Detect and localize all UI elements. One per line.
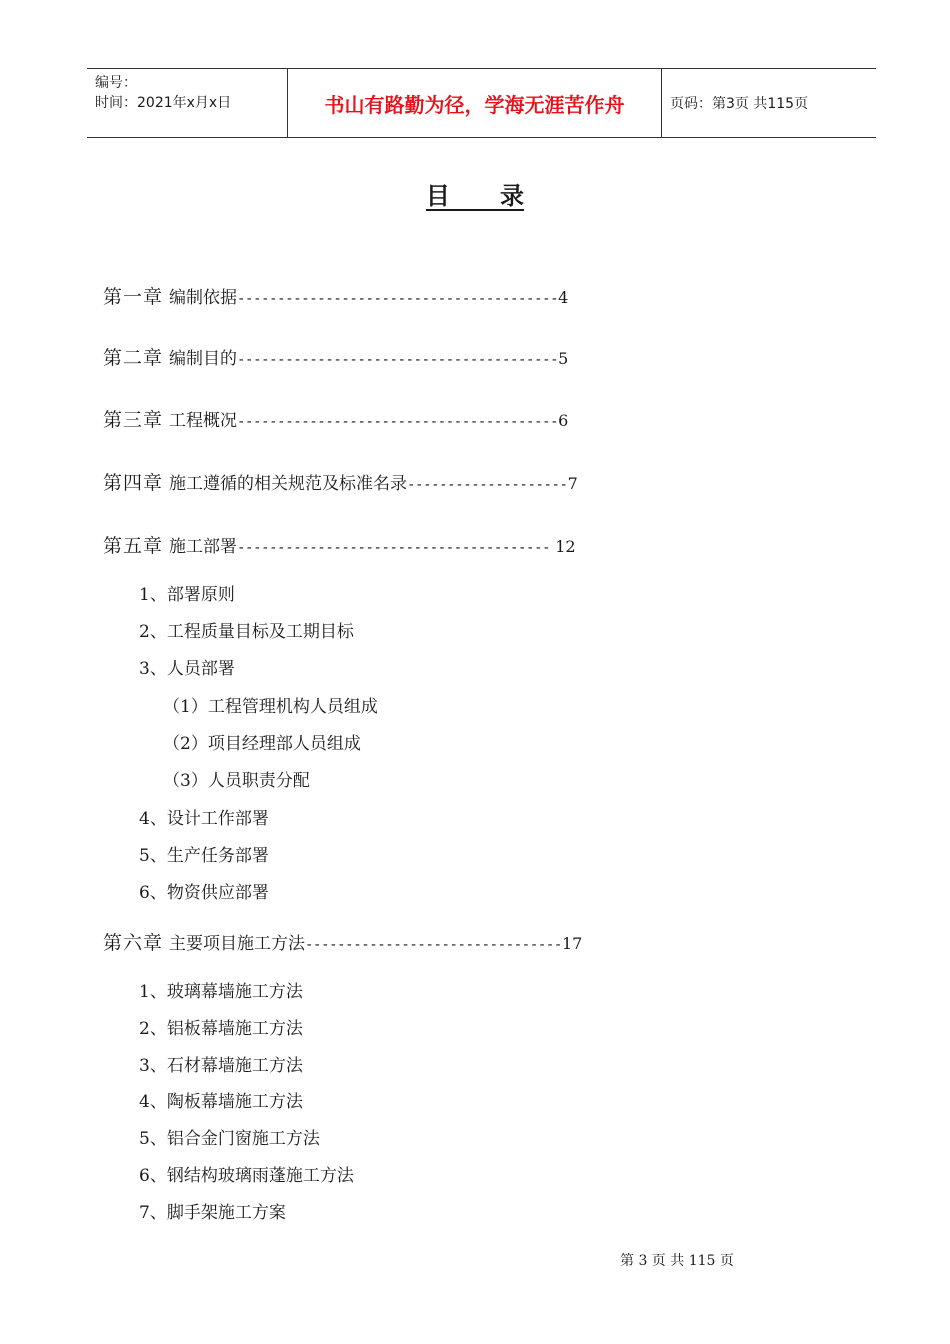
toc-chapter-2[interactable]: 第二章 编制目的----------------------------------------5 [103,347,569,369]
toc-item[interactable]: 1、部署原则 [139,585,235,605]
toc-subitem[interactable]: （2）项目经理部人员组成 [163,734,361,754]
toc-item[interactable]: 1、玻璃幕墙施工方法 [139,982,303,1002]
document-number: 编号： [95,75,137,91]
toc-subitem[interactable]: （3）人员职责分配 [163,771,310,791]
toc-item[interactable]: 2、工程质量目标及工期目标 [139,622,354,642]
toc-subitem[interactable]: （1）工程管理机构人员组成 [163,697,378,717]
toc-item[interactable]: 6、物资供应部署 [139,883,269,903]
page-footer: 第 3 页 共 115 页 [620,1253,734,1269]
toc-item[interactable]: 7、脚手架施工方案 [139,1203,286,1223]
document-time: 时间：2021年x月x日 [95,95,232,111]
toc-item[interactable]: 4、陶板幕墙施工方法 [139,1092,303,1112]
toc-item[interactable]: 2、铝板幕墙施工方法 [139,1019,303,1039]
toc-item[interactable]: 3、石材幕墙施工方法 [139,1056,303,1076]
header-page-info: 页码：第3页 共115页 [670,96,809,112]
header-motto: 书山有路勤为径，学海无涯苦作舟 [287,69,662,137]
toc-chapter-5[interactable]: 第五章 施工部署--------------------------------------- 12 [103,535,576,557]
toc-item[interactable]: 3、人员部署 [139,659,235,679]
toc-item[interactable]: 5、铝合金门窗施工方法 [139,1129,320,1149]
toc-chapter-3[interactable]: 第三章 工程概况----------------------------------------6 [103,409,569,431]
toc-title: 目 录 [425,182,525,210]
toc-chapter-1[interactable]: 第一章 编制依据----------------------------------------4 [103,286,569,308]
toc-item[interactable]: 4、设计工作部署 [139,809,269,829]
toc-item[interactable]: 5、生产任务部署 [139,846,269,866]
toc-item[interactable]: 6、钢结构玻璃雨蓬施工方法 [139,1166,354,1186]
toc-chapter-4[interactable]: 第四章 施工遵循的相关规范及标准名录--------------------7 [103,472,578,494]
toc-chapter-6[interactable]: 第六章 主要项目施工方法--------------------------------17 [103,932,583,954]
